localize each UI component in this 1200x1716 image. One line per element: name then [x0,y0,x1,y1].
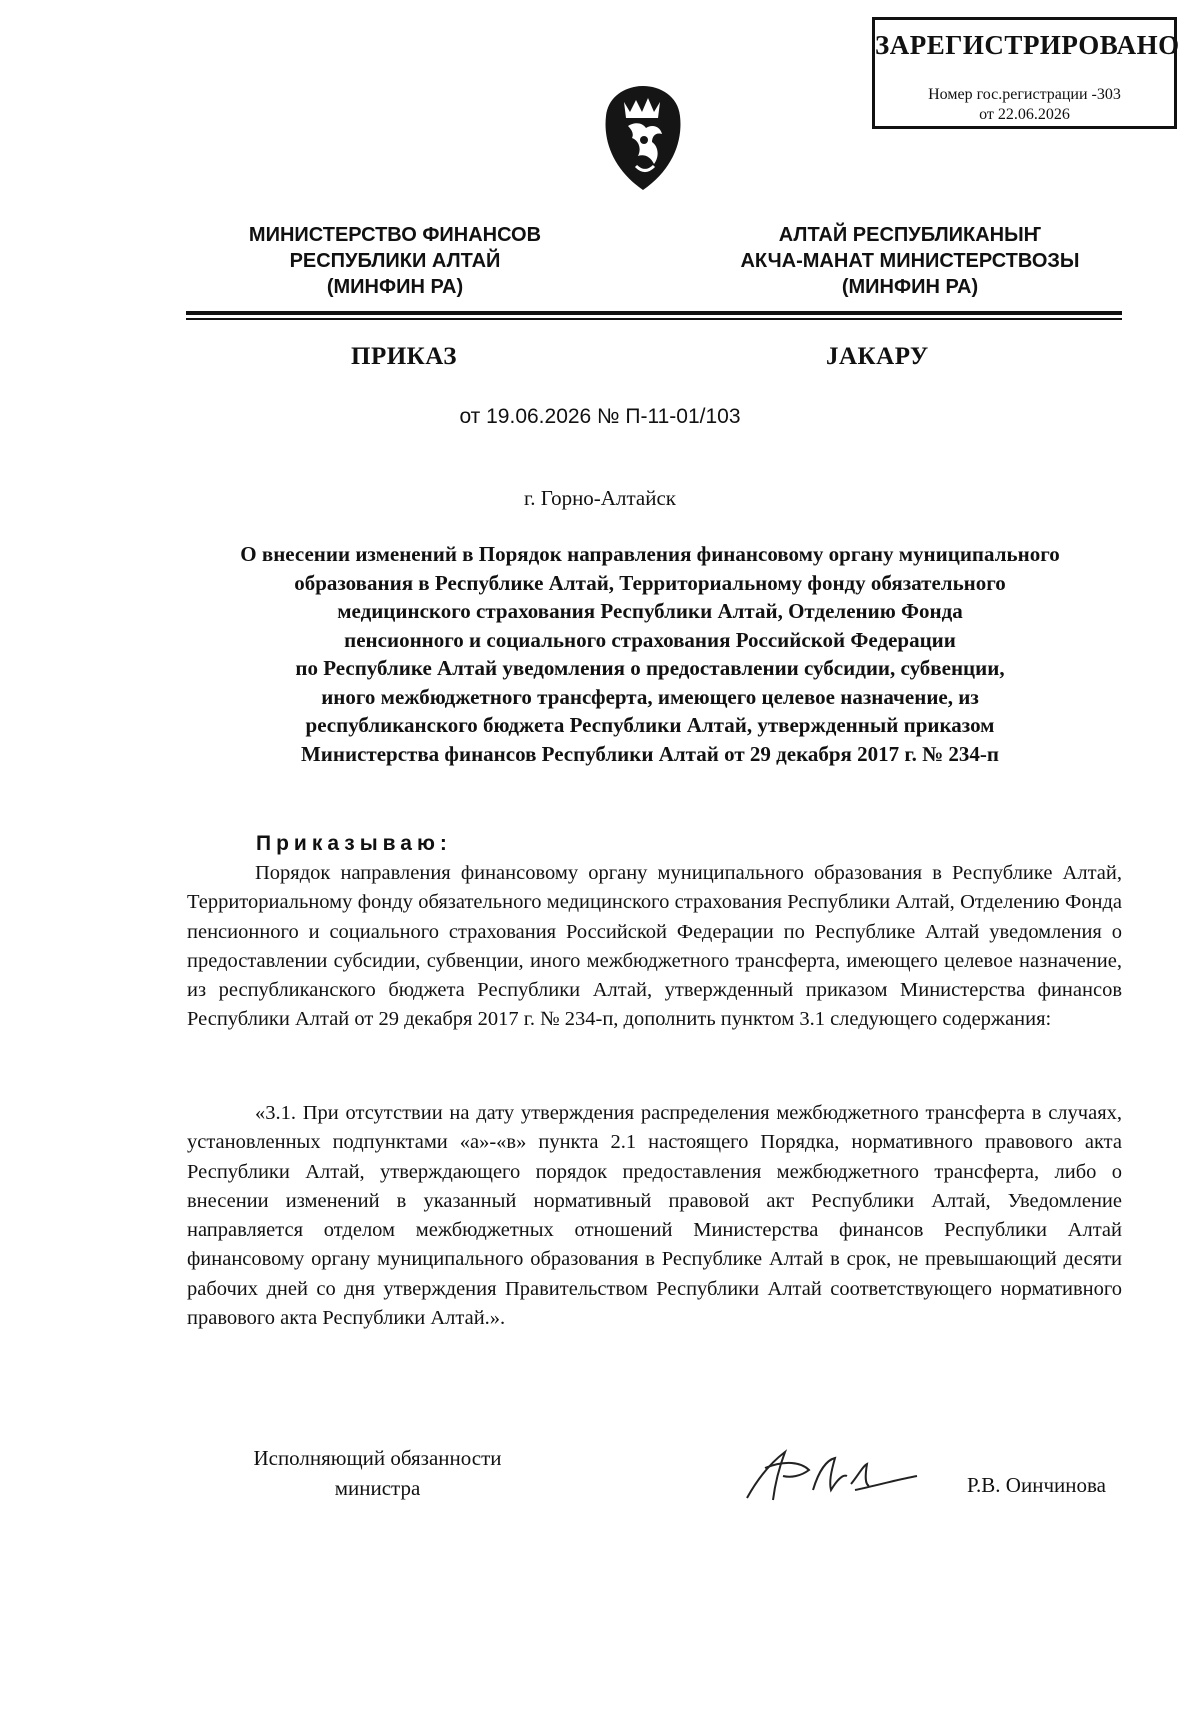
signer-name: Р.В. Оинчинова [967,1473,1106,1497]
coat-of-arms-icon [598,82,688,194]
ministry-alt-line: (МИНФИН РА) [841,276,979,298]
ministry-name-ru [205,222,585,300]
title-line: Министерства финансов Республики Алтай от 29 декабря 2017 г. № 234-п [300,741,1000,766]
ministry-alt-line: АКЧА-МАНАТ МИНИСТЕРСТВОЗЫ [740,250,1080,272]
ministry-ru-line: (МИНФИН РА) [326,276,464,298]
title-line: иного межбюджетного трансферта, имеющего целевое назначение, из [321,684,979,709]
signer-position [190,1443,565,1503]
header-divider-thin [186,318,1122,320]
order-date-number: от 19.06.2026 № П-11-01/103 [459,405,741,428]
title-line: образования в Республике Алтай, Территориальному фонду обязательного [294,570,1006,595]
order-city: г. Горно-Алтайск [524,486,676,510]
order-word-ru: ПРИКАЗ [351,343,457,370]
handwritten-signature [735,1440,925,1510]
header-divider-thick [186,311,1122,315]
signer-position-line: Исполняющий обязанности [253,1446,502,1470]
title-line: республиканского бюджета Республики Алтай, утвержденный приказом [305,713,995,737]
title-line: по Республике Алтай уведомления о предоставлении субсидии, субвенции, [295,656,1005,680]
registration-stamp [872,17,1180,129]
stamp-title: ЗАРЕГИСТРИРОВАНО [875,30,1180,60]
title-line: пенсионного и социального страхования Российской Федерации [344,627,956,652]
ministry-alt-line: АЛТАЙ РЕСПУБЛИКАНЫҤ [778,224,1042,246]
stamp-reg-number: Номер гос.регистрации -303 [928,86,1121,103]
order-word-alt: JАКАРУ [826,343,929,370]
stamp-reg-date: от 22.06.2026 [979,106,1070,123]
ministry-ru-line: РЕСПУБЛИКИ АЛТАЙ [289,250,501,272]
ministry-ru-line: МИНИСТЕРСТВО ФИНАНСОВ [248,224,542,246]
signer-position-line: министра [334,1476,421,1500]
body-paragraph-1: Порядок направления финансовому органу муниципального образования в Республике Алтай, Территориальному фонду обязательного медицинского страхования Республики Алтай, Отделению Фонда пенсионного и социального страхования Российской Федерации по Республике Алтай уведомления о предоставлении субсидии, субвенции, иного межбюджетного трансферта, имеющего целевое назначение, из республиканского бюджета Республики Алтай, утвержденный приказом Министерства финансов Республики Алтай от 29 декабря 2017 г. № 234-п, дополнить пунктом 3.1 следующего содержания: [187,862,1122,1031]
directive-word: Приказываю: [256,832,452,855]
body-paragraph-2: «3.1. При отсутствии на дату утверждения распределения межбюджетного трансферта в случаях, установленных подпунктами «а»-«в» пункта 2.1 настоящего Порядка, нормативного правового акта Республики Алтай, утверждающего порядок предоставления межбюджетного трансферта, либо о внесении изменений в указанный нормативный правовой акт Республики Алтай, Уведомление направляется отделом межбюджетных отношений Министерства финансов Республики Алтай финансовому органу муниципального образования в Республике Алтай в срок, не превышающий десяти рабочих дней со дня утверждения Правительством Республики Алтай соответствующего нормативного правового акта Республики Алтай.». [187,1102,1122,1330]
ministry-name-alt [710,222,1110,300]
title-line: медицинского страхования Республики Алтай, Отделению Фонда [337,599,963,623]
document-title [180,540,1120,768]
title-line: О внесении изменений в Порядок направления финансовому органу муниципального [240,542,1060,566]
